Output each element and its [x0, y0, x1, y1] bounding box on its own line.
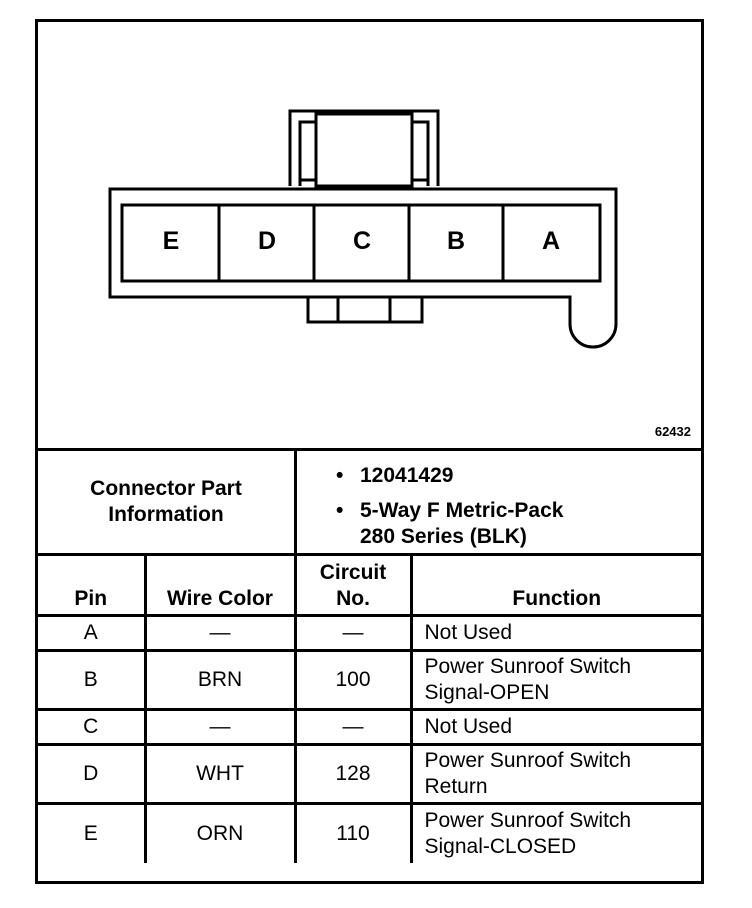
function-cell — [411, 651, 701, 710]
connector-info-list — [336, 463, 563, 559]
function-line1: Not Used — [424, 715, 513, 738]
wire-color-cell: BRN — [145, 651, 295, 710]
pin-cell: A — [38, 616, 145, 651]
part-number-item — [336, 463, 563, 489]
header-circuit-line2: No. — [336, 587, 370, 610]
function-line1: Power Sunroof Switch — [424, 749, 632, 772]
wire-color-cell: ORN — [145, 804, 295, 863]
function-line1: Not Used — [424, 621, 513, 644]
function-cell — [411, 616, 701, 651]
table-row — [38, 710, 701, 745]
connector-info-label — [38, 451, 297, 553]
connector-description-line1: • 5-Way F Metric-Pack — [360, 499, 564, 522]
function-cell — [411, 745, 701, 804]
function-line2: Signal-CLOSED — [424, 834, 577, 858]
pinout-table — [38, 554, 701, 863]
pin-label-b: B — [446, 227, 466, 255]
pin-label-e: E — [162, 227, 180, 255]
pin-label-a: A — [541, 227, 561, 255]
wire-color-cell: WHT — [145, 745, 295, 804]
function-line2: Signal-OPEN — [424, 681, 550, 704]
circuit-cell: — — [295, 616, 411, 651]
connector-description-line2: 280 Series (BLK) — [360, 525, 527, 548]
function-line1: Power Sunroof Switch — [424, 655, 632, 678]
circuit-cell: 128 — [295, 745, 411, 804]
function-line1: Power Sunroof Switch — [424, 808, 632, 832]
wire-color-cell: — — [145, 710, 295, 745]
connector-info-label-line2: Information — [108, 503, 224, 526]
pin-cell: D — [38, 745, 145, 804]
header-circuit — [295, 554, 411, 616]
connector-frame — [35, 19, 704, 884]
pin-cell: E — [38, 804, 145, 863]
header-pin: Pin — [38, 554, 145, 616]
diagram-id: 62432 — [654, 424, 691, 439]
table-row — [38, 804, 701, 863]
circuit-cell: — — [295, 710, 411, 745]
connector-diagram — [38, 22, 701, 451]
pin-label-d: D — [257, 227, 277, 255]
pin-cell: B — [38, 651, 145, 710]
circuit-cell: 110 — [295, 804, 411, 863]
header-circuit-line1: Circuit — [319, 561, 387, 584]
table-row — [38, 745, 701, 804]
function-line2: Return — [424, 775, 488, 798]
table-header-row — [38, 554, 701, 616]
table-row — [38, 616, 701, 651]
connector-description-item — [336, 498, 563, 550]
function-cell — [411, 710, 701, 745]
header-function: Function — [411, 554, 701, 616]
pin-cell: C — [38, 710, 145, 745]
table-row — [38, 651, 701, 710]
connector-info-section — [38, 451, 701, 556]
part-number: • 12041429 — [360, 464, 454, 487]
connector-info-label-line1: Connector Part — [90, 477, 242, 500]
function-cell — [411, 804, 701, 863]
circuit-cell: 100 — [295, 651, 411, 710]
wire-color-cell: — — [145, 616, 295, 651]
pin-label-c: C — [352, 227, 372, 255]
header-wire-color: Wire Color — [145, 554, 295, 616]
